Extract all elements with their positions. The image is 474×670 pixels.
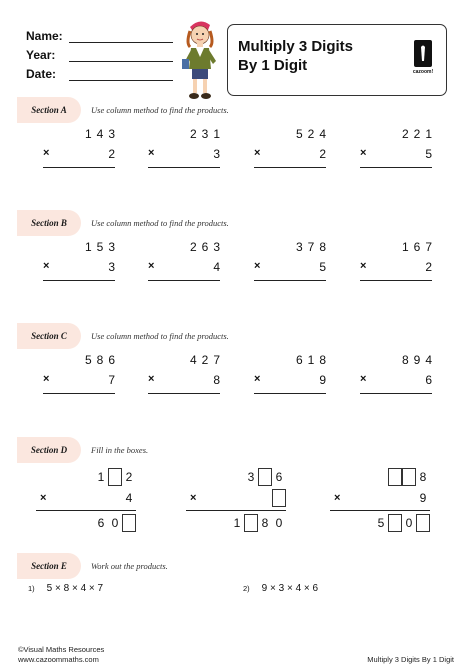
name-line bbox=[69, 42, 173, 43]
multiplier: 7 bbox=[108, 373, 115, 387]
multiplicand: 167 bbox=[401, 240, 437, 254]
digit: 0 bbox=[275, 516, 283, 530]
problem-a2 bbox=[148, 127, 225, 177]
expression-1-text: 5 × 8 × 4 × 7 bbox=[46, 583, 104, 594]
times-sign: × bbox=[360, 373, 367, 385]
answer-box[interactable] bbox=[388, 514, 402, 532]
year-label: Year: bbox=[26, 48, 56, 62]
section-instruction: Use column method to find the products. bbox=[91, 105, 229, 115]
answer-line bbox=[330, 510, 430, 511]
date-line bbox=[69, 80, 173, 81]
answer-line bbox=[254, 393, 326, 394]
multiplier: 2 bbox=[319, 147, 326, 161]
problem-c4 bbox=[360, 353, 437, 403]
keyhole-icon bbox=[410, 39, 436, 69]
multiplicand: 894 bbox=[401, 353, 437, 367]
answer-line bbox=[148, 393, 220, 394]
section-c-header bbox=[17, 323, 457, 349]
digit: 0 bbox=[111, 516, 119, 530]
digit: 0 bbox=[405, 516, 413, 530]
times-sign: × bbox=[40, 492, 47, 504]
multiplicand: 221 bbox=[401, 127, 437, 141]
problem-c2 bbox=[148, 353, 225, 403]
multiplicand: 586 bbox=[84, 353, 120, 367]
problem-a3 bbox=[254, 127, 331, 177]
answer-line bbox=[186, 510, 286, 511]
expression-1 bbox=[28, 583, 103, 594]
section-d-label: Section D bbox=[17, 437, 81, 463]
digit: 1 bbox=[233, 516, 241, 530]
digit: 3 bbox=[247, 470, 255, 484]
digit: 9 bbox=[419, 491, 427, 505]
answer-line bbox=[43, 393, 115, 394]
times-sign: × bbox=[254, 373, 261, 385]
title-line-2: By 1 Digit bbox=[238, 57, 308, 74]
digit: 1 bbox=[97, 470, 105, 484]
multiplicand: 263 bbox=[189, 240, 225, 254]
digit: 6 bbox=[97, 516, 105, 530]
multiplicand: 618 bbox=[295, 353, 331, 367]
section-label: Section C bbox=[17, 323, 81, 349]
times-sign: × bbox=[148, 147, 155, 159]
times-sign: × bbox=[148, 260, 155, 272]
fill-box-problem-3 bbox=[330, 468, 430, 558]
worksheet-title bbox=[238, 37, 353, 75]
problem-a1 bbox=[43, 127, 120, 177]
answer-line bbox=[43, 167, 115, 168]
section-label: Section B bbox=[17, 210, 81, 236]
digit: 4 bbox=[125, 491, 133, 505]
times-sign: × bbox=[148, 373, 155, 385]
section-d-instruction: Fill in the boxes. bbox=[91, 445, 149, 455]
times-sign: × bbox=[254, 260, 261, 272]
problem-c3 bbox=[254, 353, 331, 403]
section-instruction: Use column method to find the products. bbox=[91, 331, 229, 341]
section-b-header bbox=[17, 210, 457, 236]
answer-box[interactable] bbox=[108, 468, 122, 486]
digit: 2 bbox=[125, 470, 133, 484]
times-sign: × bbox=[360, 260, 367, 272]
digit: 5 bbox=[377, 516, 385, 530]
fill-box-problem-2 bbox=[186, 468, 286, 558]
multiplier: 4 bbox=[213, 260, 220, 274]
section-e-label: Section E bbox=[17, 553, 81, 579]
section-e-instruction: Work out the products. bbox=[91, 561, 168, 571]
answer-line bbox=[254, 167, 326, 168]
problem-b3 bbox=[254, 240, 331, 290]
footer-url[interactable]: www.cazoommaths.com bbox=[18, 655, 99, 664]
multiplier: 9 bbox=[319, 373, 326, 387]
digit: 6 bbox=[275, 470, 283, 484]
title-box bbox=[227, 24, 447, 96]
answer-line bbox=[43, 280, 115, 281]
answer-box[interactable] bbox=[402, 468, 416, 486]
problem-b2 bbox=[148, 240, 225, 290]
multiplicand: 378 bbox=[295, 240, 331, 254]
times-sign: × bbox=[334, 492, 341, 504]
multiplier: 3 bbox=[213, 147, 220, 161]
problem-a4 bbox=[360, 127, 437, 177]
times-sign: × bbox=[43, 373, 50, 385]
problem-c1 bbox=[43, 353, 120, 403]
year-line bbox=[69, 61, 173, 62]
digit: 8 bbox=[261, 516, 269, 530]
answer-line bbox=[254, 280, 326, 281]
date-label: Date: bbox=[26, 67, 57, 81]
times-sign: × bbox=[254, 147, 261, 159]
answer-line bbox=[148, 280, 220, 281]
multiplier: 2 bbox=[425, 260, 432, 274]
answer-line bbox=[360, 280, 432, 281]
times-sign: × bbox=[190, 492, 197, 504]
logo-text: cazoom! bbox=[412, 69, 434, 75]
section-instruction: Use column method to find the products. bbox=[91, 218, 229, 228]
section-d-header bbox=[17, 437, 457, 463]
multiplier: 8 bbox=[213, 373, 220, 387]
problem-b1 bbox=[43, 240, 120, 290]
answer-box[interactable] bbox=[272, 489, 286, 507]
multiplicand: 153 bbox=[84, 240, 120, 254]
answer-box[interactable] bbox=[244, 514, 258, 532]
expression-2-number: 2) bbox=[243, 584, 250, 593]
multiplier: 6 bbox=[425, 373, 432, 387]
answer-line bbox=[148, 167, 220, 168]
digit: 8 bbox=[419, 470, 427, 484]
times-sign: × bbox=[43, 147, 50, 159]
expression-2-text: 9 × 3 × 4 × 6 bbox=[261, 583, 319, 594]
expression-1-number: 1) bbox=[28, 584, 35, 593]
multiplier: 5 bbox=[425, 147, 432, 161]
answer-box[interactable] bbox=[258, 468, 272, 486]
cazoom-logo bbox=[410, 39, 436, 79]
answer-box[interactable] bbox=[122, 514, 136, 532]
answer-line bbox=[360, 167, 432, 168]
multiplicand: 524 bbox=[295, 127, 331, 141]
title-line-1: Multiply 3 Digits bbox=[238, 38, 354, 55]
section-label: Section A bbox=[17, 97, 81, 123]
section-e-header bbox=[17, 553, 457, 579]
answer-box[interactable] bbox=[416, 514, 430, 532]
expression-2 bbox=[243, 583, 318, 594]
girl-illustration bbox=[178, 17, 222, 101]
multiplier: 2 bbox=[108, 147, 115, 161]
multiplier: 5 bbox=[319, 260, 326, 274]
answer-box[interactable] bbox=[388, 468, 402, 486]
multiplicand: 427 bbox=[189, 353, 225, 367]
footer-copyright: ©Visual Maths Resources bbox=[18, 645, 105, 654]
multiplier: 3 bbox=[108, 260, 115, 274]
fill-box-problem-1 bbox=[36, 468, 136, 558]
times-sign: × bbox=[43, 260, 50, 272]
times-sign: × bbox=[360, 147, 367, 159]
problem-b4 bbox=[360, 240, 437, 290]
answer-line bbox=[36, 510, 136, 511]
name-label: Name: bbox=[26, 29, 63, 43]
answer-line bbox=[360, 393, 432, 394]
footer-title: Multiply 3 Digits By 1 Digit bbox=[367, 655, 454, 664]
section-a-header bbox=[17, 97, 457, 123]
multiplicand: 143 bbox=[84, 127, 120, 141]
multiplicand: 231 bbox=[189, 127, 225, 141]
